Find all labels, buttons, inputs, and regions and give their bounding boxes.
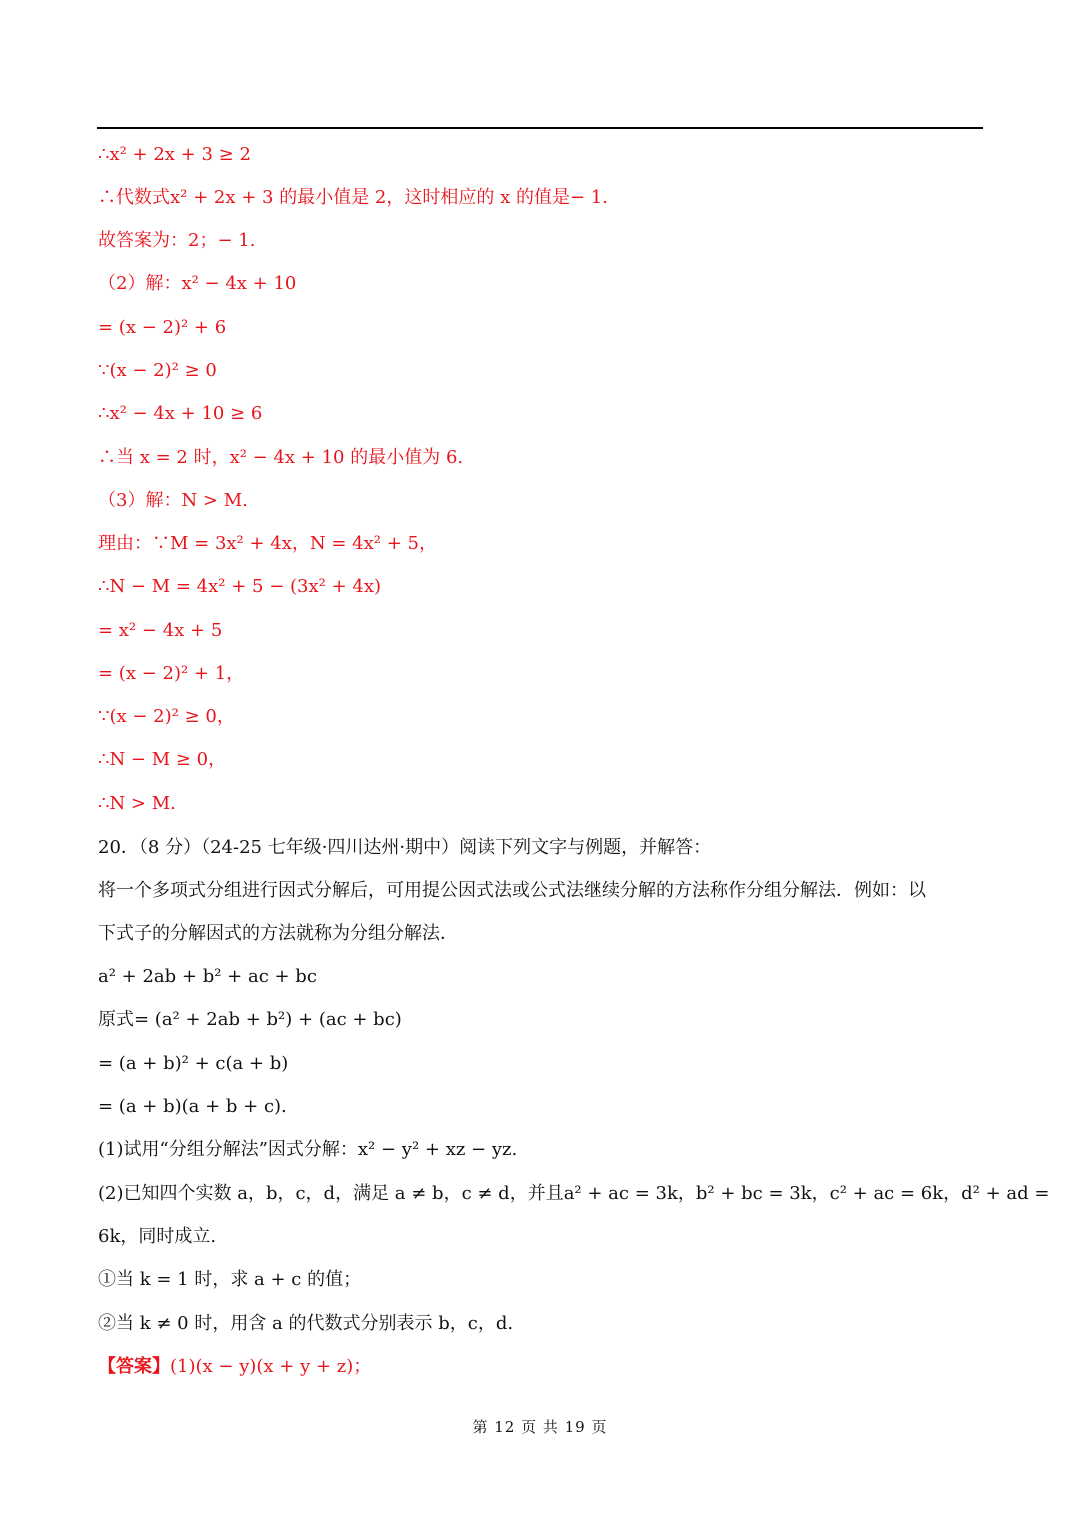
solution-line: ∴N > M. [98, 793, 176, 814]
page-footer: 第 12 页 共 19 页 [472, 1418, 608, 1436]
solution-line: （2）解：x² − 4x + 10 [98, 273, 297, 294]
question-2a: ①当 k = 1 时，求 a + c 的值； [98, 1269, 362, 1290]
solution-line: ∴x² + 2x + 3 ≥ 2 [98, 144, 251, 165]
answer-text: (1)(x − y)(x + y + z)； [170, 1356, 372, 1377]
question-2: (2)已知四个实数 a，b，c，d，满足 a ≠ b，c ≠ d，并且a² + ac = 3k，b² + bc = 3k，c² + ac = 6k，d² + ad = [98, 1183, 1050, 1204]
question-2-cont: 6k，同时成立. [98, 1226, 217, 1247]
solution-line: （3）解：N > M. [98, 490, 248, 511]
example-line: = (a + b)(a + b + c). [98, 1096, 287, 1117]
answer-line [98, 1355, 371, 1379]
question-2b: ②当 k ≠ 0 时，用含 a 的代数式分别表示 b，c，d. [98, 1313, 514, 1334]
example-line: = (a + b)² + c(a + b) [98, 1053, 289, 1074]
solution-line: ∵(x − 2)² ≥ 0， [98, 706, 235, 727]
solution-line: 故答案为：2；− 1. [98, 230, 256, 251]
solution-line: ∴x² − 4x + 10 ≥ 6 [98, 403, 263, 424]
header-rule [97, 127, 983, 129]
problem-header: 20．（8 分）（24-25 七年级·四川达州·期中）阅读下列文字与例题，并解答： [98, 837, 712, 858]
solution-line: ∴N − M ≥ 0， [98, 749, 227, 770]
solution-line: ∴当 x = 2 时，x² − 4x + 10 的最小值为 6. [98, 447, 464, 468]
example-line: 原式= (a² + 2ab + b²) + (ac + bc) [98, 1009, 402, 1030]
solution-line: = (x − 2)² + 6 [98, 317, 227, 338]
problem-intro: 将一个多项式分组进行因式分解后，可用提公因式法或公式法继续分解的方法称作分组分解法．例如：以 [98, 880, 926, 901]
solution-line: = (x − 2)² + 1， [98, 663, 245, 684]
solution-line: = x² − 4x + 5 [98, 620, 223, 641]
solution-line: ∴代数式x² + 2x + 3 的最小值是 2，这时相应的 x 的值是− 1. [98, 187, 608, 208]
solution-line: ∵(x − 2)² ≥ 0 [98, 360, 217, 381]
answer-tag: 【答案】 [98, 1356, 170, 1377]
problem-intro: 下式子的分解因式的方法就称为分组分解法． [98, 923, 458, 944]
question-1: (1)试用“分组分解法”因式分解：x² − y² + xz − yz. [98, 1139, 518, 1160]
example-line: a² + 2ab + b² + ac + bc [98, 966, 317, 987]
solution-line: 理由：∵M = 3x² + 4x，N = 4x² + 5， [98, 533, 437, 554]
solution-line: ∴N − M = 4x² + 5 − (3x² + 4x) [98, 576, 381, 597]
